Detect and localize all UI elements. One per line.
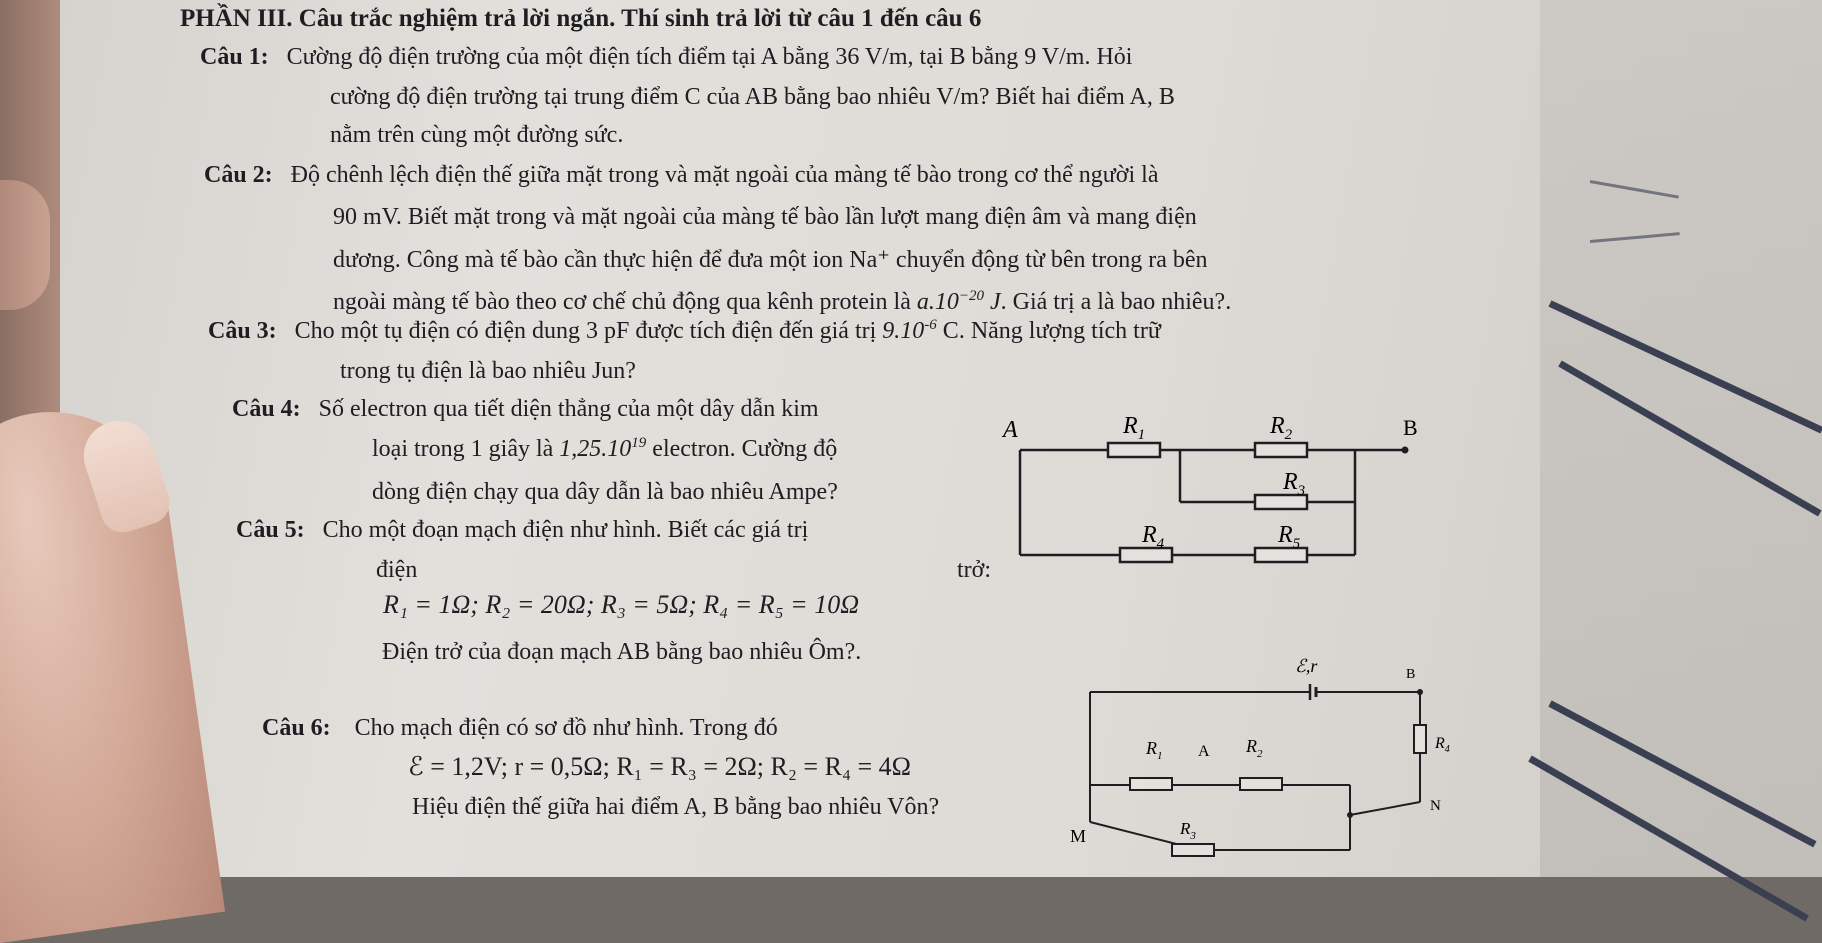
section-heading: PHẦN III. Câu trắc nghiệm trả lời ngắn. Thí sinh trả lời từ câu 1 đến câu 6 <box>180 5 982 32</box>
node-n-dot <box>1347 812 1353 818</box>
resistor-r3-q6 <box>1172 844 1214 856</box>
resistor-r2 <box>1255 443 1307 457</box>
question-3-exponent: -6 <box>924 317 937 333</box>
r1-label: $R_1$ <box>1123 413 1146 443</box>
node-b-label: B <box>1403 415 1418 440</box>
question-6-text-1: Cho mạch điện có sơ đồ như hình. Trong đó <box>354 715 778 741</box>
question-3-line-1 <box>208 316 1161 346</box>
node-b-dot <box>1402 447 1409 454</box>
resistor-r1-q6 <box>1130 778 1172 790</box>
question-2-line-4 <box>333 287 1231 317</box>
question-1-line-2: cường độ điện trường tại trung điểm C của AB bằng bao nhiêu V/m? Biết hai điểm A, B <box>330 84 1175 110</box>
circuit-diagram-q5 <box>1000 405 1440 575</box>
question-2-line-1 <box>204 160 1158 190</box>
question-3-line-2: trong tụ điện là bao nhiêu Jun? <box>340 358 636 384</box>
question-1-line-1 <box>200 42 1132 72</box>
resistor-r1 <box>1108 443 1160 457</box>
question-2-text-4b: . Giá trị a là bao nhiêu?. <box>1000 289 1232 315</box>
resistor-r4 <box>1120 548 1172 562</box>
question-5-line-2a: điện <box>376 557 418 583</box>
emf-label: ℰ,r <box>1295 656 1318 676</box>
question-5-label: Câu 5: <box>236 517 305 543</box>
question-4-text-2b: electron. Cường độ <box>652 436 838 462</box>
node-a-label: A <box>1003 417 1018 443</box>
question-2-label: Câu 2: <box>204 162 273 188</box>
r1-label-q6: $R_1$ <box>1146 738 1163 762</box>
question-4-text-1: Số electron qua tiết diện thẳng của một dây dẫn kim <box>318 396 819 422</box>
question-3-math: 9.10 <box>882 318 925 344</box>
r3-label: $R_3$ <box>1283 469 1306 499</box>
question-4-exponent: 19 <box>631 435 647 451</box>
question-4-line-2 <box>372 434 837 464</box>
question-6-label: Câu 6: <box>262 715 331 741</box>
question-6-values: ℰ = 1,2V; r = 0,5Ω; R₁ = R₃ = 2Ω; R₂ = R₄ = 4Ω <box>408 752 911 781</box>
question-2-line-3: dương. Công mà tế bào cần thực hiện để đưa một ion Na⁺ chuyển động từ bên trong ra bên <box>333 247 1208 273</box>
question-2-text-4a: ngoài màng tế bào theo cơ chế chủ động qua kênh protein là <box>333 289 911 315</box>
question-5-line-3: Điện trở của đoạn mạch AB bằng bao nhiêu Ôm?. <box>382 639 862 665</box>
question-1-text-1: Cường độ điện trường của một điện tích điểm tại A bằng 36 V/m, tại B bằng 9 V/m. Hỏi <box>286 44 1133 70</box>
question-5-line-1 <box>236 515 808 545</box>
r2-label-q6: $R_2$ <box>1246 736 1263 760</box>
circuit-diagram-q6 <box>1050 650 1450 875</box>
r4-label: $R_4$ <box>1142 522 1165 552</box>
question-1-line-3: nằm trên cùng một đường sức. <box>330 122 624 148</box>
question-4-line-3: dòng điện chạy qua dây dẫn là bao nhiêu Ampe? <box>372 479 838 505</box>
finger-top <box>0 180 50 310</box>
question-2-unit: J <box>989 289 1001 315</box>
r2-label: $R_2$ <box>1270 413 1293 443</box>
question-4-text-2a: loại trong 1 giây là <box>372 436 554 462</box>
question-3-unit: C <box>942 318 959 344</box>
question-5-values: R₁ = 1Ω; R₂ = 20Ω; R₃ = 5Ω; R₄ = R₅ = 10Ω <box>383 590 860 619</box>
r5-label: $R_5$ <box>1278 522 1301 552</box>
node-b-label-q6: B <box>1406 667 1416 682</box>
node-n-label: N <box>1430 798 1441 814</box>
question-1-label: Câu 1: <box>200 44 269 70</box>
question-2-math: a.10 <box>916 289 959 315</box>
question-2-text-1: Độ chênh lệch điện thế giữa mặt trong và mặt ngoài của màng tế bào trong cơ thể người là <box>290 162 1159 188</box>
r3-label-q6: $R_3$ <box>1180 819 1196 842</box>
question-3-text-1b: . Năng lượng tích trữ <box>958 318 1161 344</box>
r4-label-q6: $R_4$ <box>1435 735 1450 755</box>
node-m-label: M <box>1070 826 1087 846</box>
resistor-r2-q6 <box>1240 778 1282 790</box>
question-4-line-1 <box>232 394 819 424</box>
question-6-line-1 <box>262 713 778 743</box>
question-2-line-2: 90 mV. Biết mặt trong và mặt ngoài của màng tế bào lần lượt mang điện âm và mang điện <box>333 204 1197 230</box>
node-a-label-q6: A <box>1198 743 1210 760</box>
question-3-text-1a: Cho một tụ điện có điện dung 3 pF được tích điện đến giá trị <box>294 318 877 344</box>
paper-underlay <box>1540 0 1822 877</box>
question-4-math: 1,25.10 <box>559 436 632 462</box>
question-5-line-2b: trở: <box>957 557 992 583</box>
question-5-text-1: Cho một đoạn mạch điện như hình. Biết các giá trị <box>322 517 809 543</box>
question-3-label: Câu 3: <box>208 318 277 344</box>
resistor-r4-q6 <box>1414 725 1426 753</box>
question-4-label: Câu 4: <box>232 396 301 422</box>
node-b-dot-q6 <box>1417 689 1423 695</box>
question-2-exponent: −20 <box>958 288 984 304</box>
question-6-line-3: Hiệu điện thế giữa hai điểm A, B bằng bao nhiêu Vôn? <box>412 794 940 820</box>
